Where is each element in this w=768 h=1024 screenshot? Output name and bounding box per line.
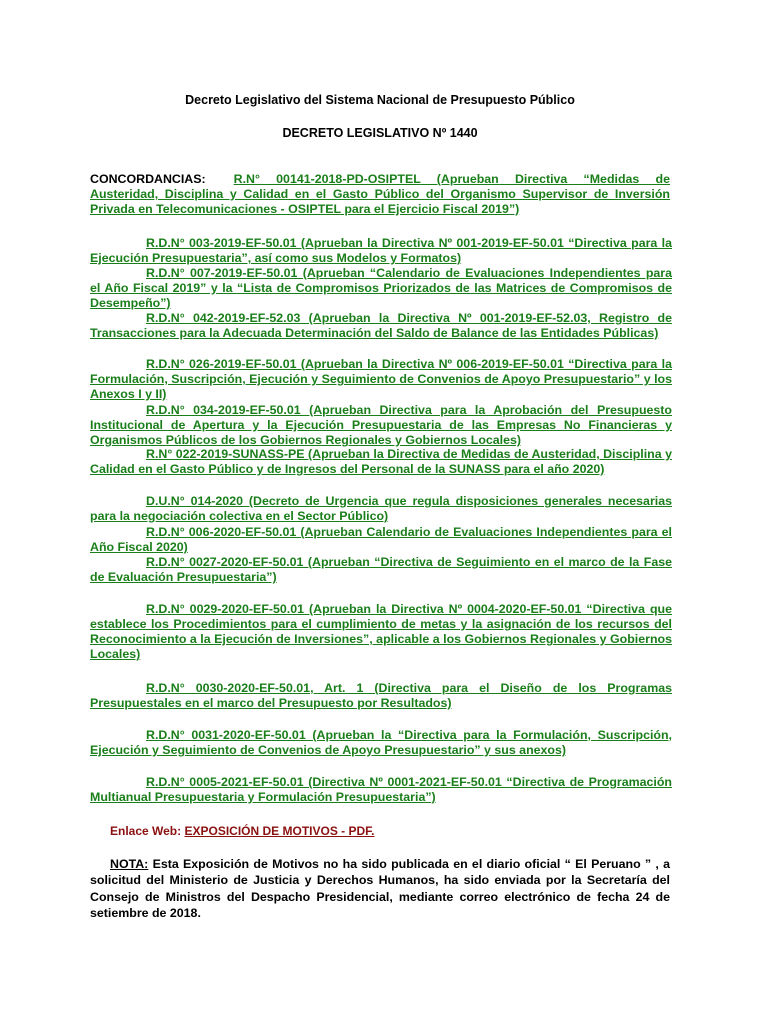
web-link-label: Enlace Web: xyxy=(110,824,182,838)
note-text: Esta Exposición de Motivos no ha sido publicada en el diario oficial “ El Peruano ” , a solicitud del Ministerio de Justicia y Derechos Humanos, ha sido enviada por la Secretaría del Consejo de Ministros del Despacho Presidencial, mediante correo electrónico de fecha 24 de setiembre de 2018. xyxy=(90,857,670,920)
concordancia-entry[interactable]: R.D.N° 0031-2020-EF-50.01 (Aprueban la “Directiva para la Formulación, Suscripción, Ejecución y Seguimiento de Convenios de Apoyo Presupuestario” y sus anexos) xyxy=(90,728,672,758)
concordancia-entry[interactable]: R.D.N° 026-2019-EF-50.01 (Aprueban la Directiva Nº 006-2019-EF-50.01 “Directiva para la Formulación, Suscripción, Ejecución y Seguimiento de Convenios de Apoyo Presupuestario” y los Anexos I y II) xyxy=(90,357,672,402)
concordancia-entry[interactable]: R.N° 022-2019-SUNASS-PE (Aprueban la Directiva de Medidas de Austeridad, Disciplina y Calidad en el Gasto Público y de Ingresos del Personal de la SUNASS para el año 2020) xyxy=(90,447,672,477)
concordancia-entry[interactable]: R.D.N° 0005-2021-EF-50.01 (Directiva Nº 0001-2021-EF-50.01 “Directiva de Programación Multianual Presupuestaria y Formulación Presupuestaria”) xyxy=(90,775,672,805)
exposicion-motivos-pdf-link[interactable]: EXPOSICIÓN DE MOTIVOS - PDF. xyxy=(184,824,375,838)
concordancia-entry[interactable]: R.D.N° 0027-2020-EF-50.01 (Aprueban “Directiva de Seguimiento en el marco de la Fase de Evaluación Presupuestaria”) xyxy=(90,555,672,585)
web-link-row xyxy=(110,824,375,838)
concordancia-entry[interactable]: R.D.N° 007-2019-EF-50.01 (Aprueban “Calendario de Evaluaciones Independientes para el Año Fiscal 2019” y la “Lista de Compromisos Priorizados de las Matrices de Compromisos de Desempeño”) xyxy=(90,266,672,311)
concordancia-entry[interactable]: D.U.N° 014-2020 (Decreto de Urgencia que regula disposiciones generales necesarias para la negociación colectiva en el Sector Público) xyxy=(90,494,672,524)
note-paragraph xyxy=(90,856,670,921)
concordancia-entry[interactable]: R.D.N° 0029-2020-EF-50.01 (Aprueban la Directiva Nº 0004-2020-EF-50.01 “Directiva que establece los Procedimientos para el cumplimiento de metas y la asignación de los recursos del Reconocimiento a la Ejecución de Inversiones”, aplicable a los Gobiernos Regionales y Gobiernos Locales) xyxy=(90,602,672,662)
concordancia-entry[interactable]: R.D.N° 0030-2020-EF-50.01, Art. 1 (Directiva para el Diseño de los Programas Presupuestales en el marco del Presupuesto por Resultados) xyxy=(90,681,672,711)
decree-number: DECRETO LEGISLATIVO Nº 1440 xyxy=(282,126,478,140)
document-heading: Decreto Legislativo del Sistema Nacional de Presupuesto Público xyxy=(185,93,575,107)
note-label: NOTA: xyxy=(110,857,149,871)
concordancia-entry[interactable]: R.D.N° 034-2019-EF-50.01 (Aprueban Directiva para la Aprobación del Presupuesto Institucional de Apertura y la Ejecución Presupuestaria de las Empresas No Financieras y Organismos Públicos de los Gobiernos Regionales y Gobiernos Locales) xyxy=(90,403,672,448)
concordancia-link-osiptel[interactable]: R.N° 00141-2018-PD-OSIPTEL (Aprueban Directiva “Medidas de Austeridad, Disciplina y Calidad en el Gasto Público del Organismo Supervisor de Inversión Privada en Telecomunicaciones - OSIPTEL para el Ejercicio Fiscal 2019”) xyxy=(90,172,670,216)
concordancia-entry[interactable]: R.D.N° 042-2019-EF-52.03 (Aprueban la Directiva Nº 001-2019-EF-52.03, Registro de Transacciones para la Adecuada Determinación del Saldo de Balance de las Entidades Públicas) xyxy=(90,311,672,341)
concordancias-block xyxy=(90,172,670,217)
concordancias-label: CONCORDANCIAS: xyxy=(90,172,206,186)
concordancia-entry[interactable]: R.D.N° 003-2019-EF-50.01 (Aprueban la Directiva Nº 001-2019-EF-50.01 “Directiva para la Ejecución Presupuestaria”, así como sus Modelos y Formatos) xyxy=(90,236,672,266)
concordancia-entry[interactable]: R.D.N° 006-2020-EF-50.01 (Aprueban Calendario de Evaluaciones Independientes para el Año Fiscal 2020) xyxy=(90,525,672,555)
